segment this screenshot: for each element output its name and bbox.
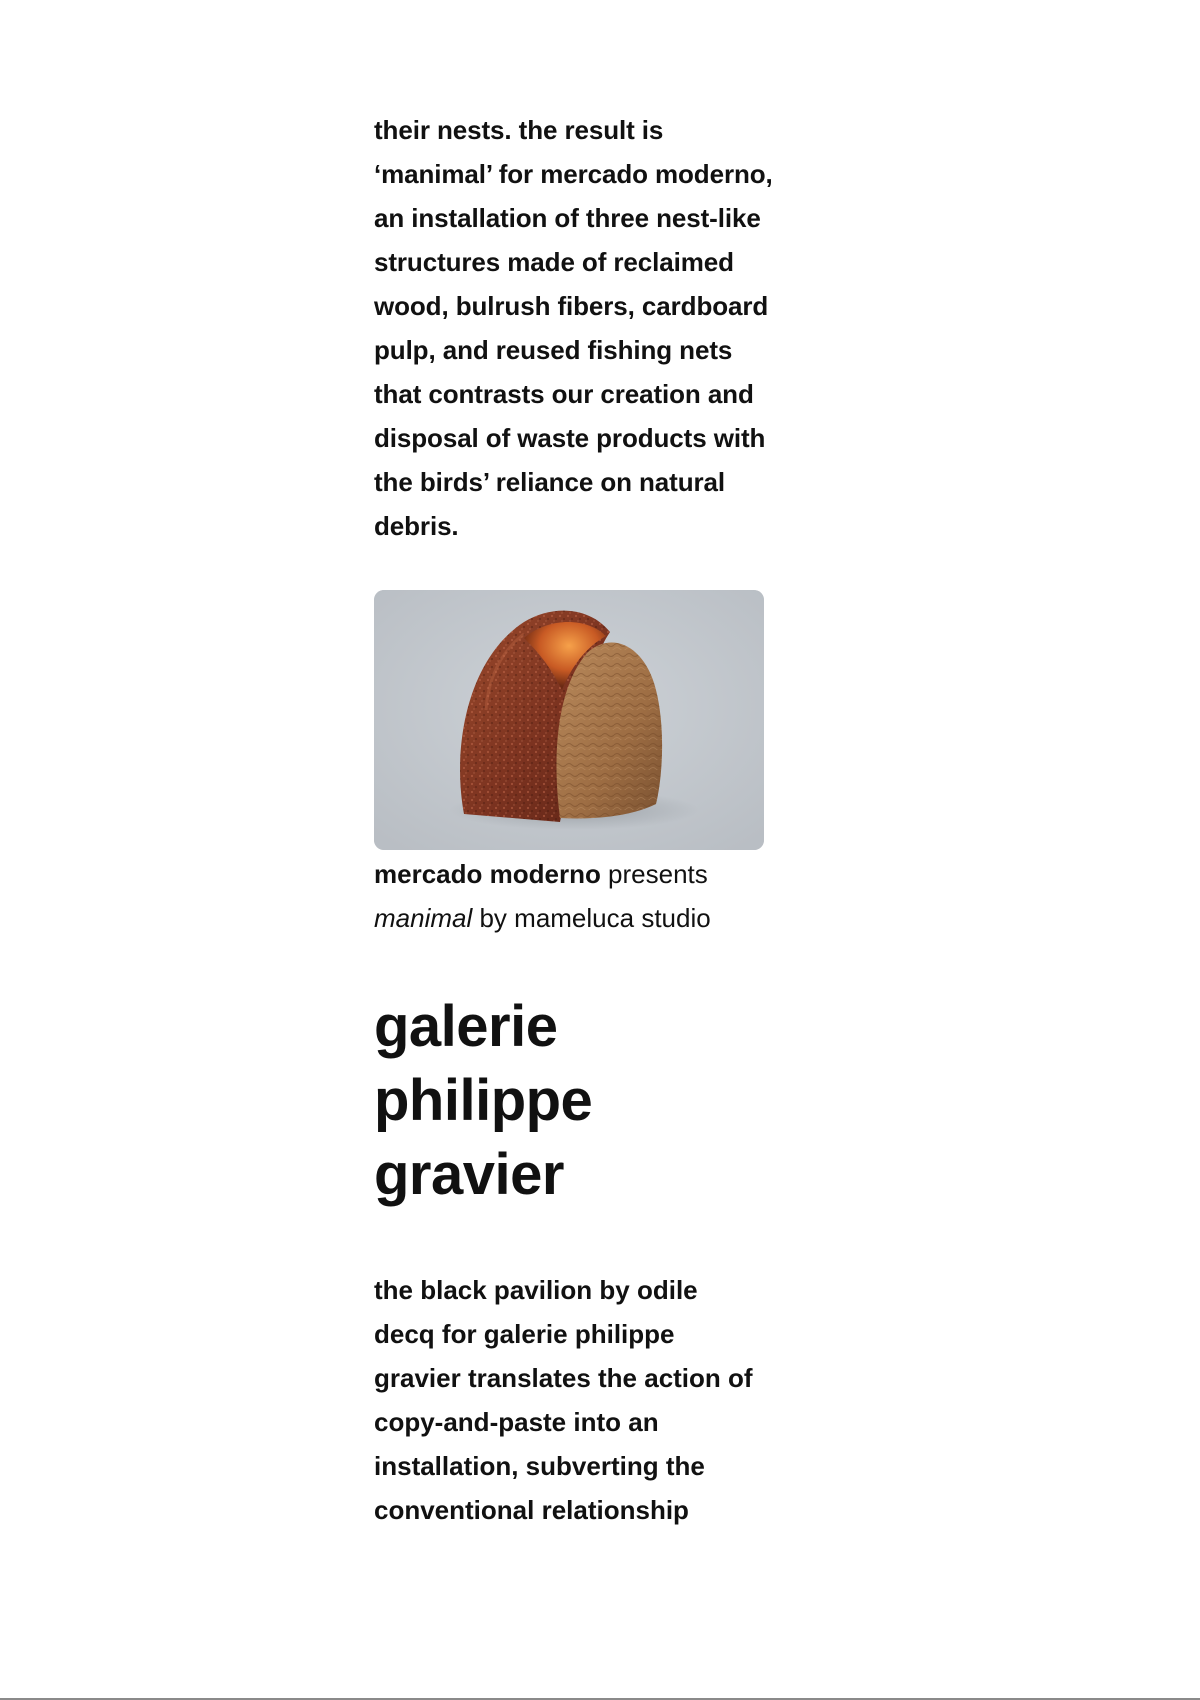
intro-rest: . the result is ‘manimal’ for mercado moderno, an installation of three nest-like structures made of reclaimed wood, bulrush fibers, cardboard pulp, and reused fishing nets that contrasts our creation and disposal of waste products with the birds’ reliance on natural debris. — [374, 115, 773, 541]
nest-sculpture-illustration — [374, 590, 764, 850]
intro-paragraph — [374, 108, 774, 548]
caption-by: by mameluca studio — [472, 903, 711, 933]
article-column — [374, 108, 774, 1532]
nest-sculpture-image[interactable] — [374, 590, 764, 850]
caption-presents: presents — [600, 859, 708, 889]
section-heading: galerie philippe gravier — [374, 994, 593, 1207]
image-caption — [374, 852, 774, 940]
caption-title: manimal — [374, 903, 473, 933]
intro-lead-bold: their nests — [374, 115, 505, 145]
section-lede: the black pavilion by odile decq for galerie philippe gravier translates the action of copy-and-paste into an installation, subverting the conventional relationship — [374, 1275, 753, 1525]
caption-brand: mercado moderno — [374, 859, 601, 889]
